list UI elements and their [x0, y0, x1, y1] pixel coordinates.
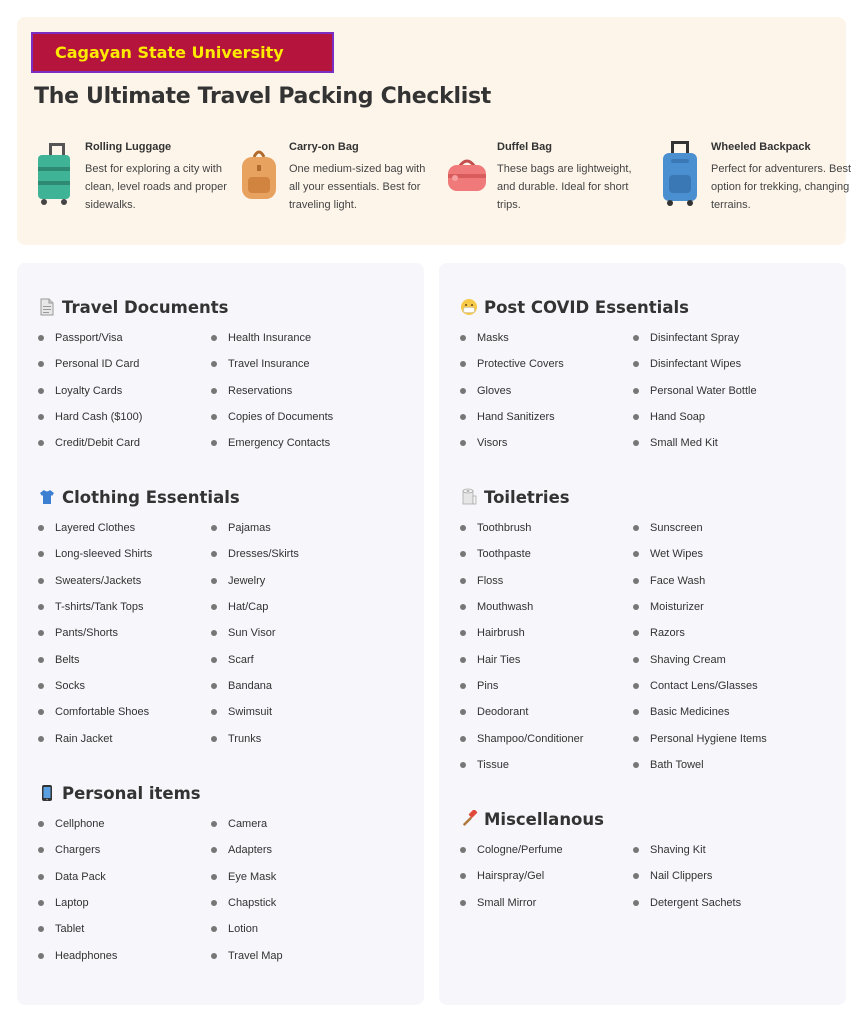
list-item: Face Wash: [633, 568, 803, 594]
section-title-text: Post COVID Essentials: [484, 297, 689, 317]
list-item: Bath Towel: [633, 752, 803, 778]
list-item: Shaving Kit: [633, 837, 803, 863]
list-item: Sweaters/Jackets: [38, 568, 208, 594]
list-item: Small Med Kit: [633, 430, 803, 456]
rolling-luggage-icon: [35, 141, 79, 207]
column-1: [38, 811, 208, 969]
bag-description: These bags are lightweight, and durable. Ideal for short trips.: [497, 163, 632, 211]
section-title: [460, 807, 830, 831]
list-item: Tissue: [460, 752, 630, 778]
list-item: Trunks: [211, 725, 381, 751]
list-item: Visors: [460, 430, 630, 456]
list-item: Laptop: [38, 890, 208, 916]
list-item: Sun Visor: [211, 620, 381, 646]
column-1: [38, 325, 208, 456]
bag-description: Best for exploring a city with clean, level roads and proper sidewalks.: [85, 163, 227, 211]
list-item: Personal ID Card: [38, 351, 208, 377]
list-item: Layered Clothes: [38, 515, 208, 541]
duffel-bag-icon: [447, 141, 491, 207]
list-item: Health Insurance: [211, 325, 381, 351]
list-item: Sunscreen: [633, 515, 803, 541]
list-item: Adapters: [211, 837, 381, 863]
list-item: Long-sleeved Shirts: [38, 541, 208, 567]
list-item: Comfortable Shoes: [38, 699, 208, 725]
list-item: Bandana: [211, 673, 381, 699]
header-card: [17, 17, 852, 245]
list-item: Hat/Cap: [211, 594, 381, 620]
section-travel-documents: [38, 295, 408, 450]
list-item: Socks: [38, 673, 208, 699]
list-item: Moisturizer: [633, 594, 803, 620]
list-item: Dresses/Skirts: [211, 541, 381, 567]
column-1: [38, 515, 208, 752]
list-item: Pants/Shorts: [38, 620, 208, 646]
list-item: Hairspray/Gel: [460, 863, 630, 889]
list-item: Hairbrush: [460, 620, 630, 646]
section-personal-items: [38, 781, 408, 962]
list-item: Cologne/Perfume: [460, 837, 630, 863]
list-item: Eye Mask: [211, 864, 381, 890]
section-title-text: Miscellanous: [484, 809, 604, 829]
bag-name: Rolling Luggage: [85, 141, 172, 153]
list-item: Pins: [460, 673, 630, 699]
column-1: [460, 837, 630, 916]
column-2: [633, 325, 803, 456]
list-item: Rain Jacket: [38, 725, 208, 751]
phone-icon: [38, 784, 56, 802]
section-title-text: Travel Documents: [62, 297, 229, 317]
section-title: [38, 781, 408, 805]
column-2: [633, 837, 803, 916]
section-title-text: Personal items: [62, 783, 201, 803]
section-covid-essentials: [460, 295, 830, 450]
list-item: Headphones: [38, 942, 208, 968]
document-icon: [38, 298, 56, 316]
list-item: Toothpaste: [460, 541, 630, 567]
list-item: Toothbrush: [460, 515, 630, 541]
list-item: Hand Soap: [633, 404, 803, 430]
section-title: [38, 485, 408, 509]
university-banner: Cagayan State University: [31, 32, 334, 73]
list-item: Razors: [633, 620, 803, 646]
list-item: Disinfectant Spray: [633, 325, 803, 351]
list-item: Camera: [211, 811, 381, 837]
list-item: Hard Cash ($100): [38, 404, 208, 430]
section-title: [460, 295, 830, 319]
page-title: The Ultimate Travel Packing Checklist: [34, 84, 491, 109]
list-item: Emergency Contacts: [211, 430, 381, 456]
column-1: [460, 515, 630, 778]
toilet-paper-icon: [460, 488, 478, 506]
section-toiletries: [460, 485, 830, 771]
list-item: Chargers: [38, 837, 208, 863]
list-item: Hair Ties: [460, 646, 630, 672]
bag-carry-on: [239, 141, 439, 241]
list-item: Travel Insurance: [211, 351, 381, 377]
list-item: Floss: [460, 568, 630, 594]
bag-wheeled-backpack: [661, 141, 861, 241]
section-clothing: [38, 485, 408, 745]
list-item: Small Mirror: [460, 890, 630, 916]
list-item: Jewelry: [211, 568, 381, 594]
list-item: Contact Lens/Glasses: [633, 673, 803, 699]
list-item: Pajamas: [211, 515, 381, 541]
list-item: Credit/Debit Card: [38, 430, 208, 456]
column-1: [460, 325, 630, 456]
column-2: [211, 325, 381, 456]
mask-face-icon: [460, 298, 478, 316]
list-item: Detergent Sachets: [633, 890, 803, 916]
bag-duffel: [447, 141, 647, 241]
list-item: Mouthwash: [460, 594, 630, 620]
column-2: [211, 811, 381, 969]
list-item: Scarf: [211, 646, 381, 672]
list-item: Tablet: [38, 916, 208, 942]
bag-description: Perfect for adventurers. Best option for trekking, changing terrains.: [711, 163, 852, 211]
list-item: Shampoo/Conditioner: [460, 725, 630, 751]
column-2: [211, 515, 381, 752]
section-miscellaneous: [460, 807, 830, 909]
list-item: Wet Wipes: [633, 541, 803, 567]
list-item: Swimsuit: [211, 699, 381, 725]
wheeled-backpack-icon: [661, 141, 705, 207]
list-item: Deodorant: [460, 699, 630, 725]
bag-rolling-luggage: [35, 141, 235, 241]
list-item: Cellphone: [38, 811, 208, 837]
list-item: Loyalty Cards: [38, 378, 208, 404]
list-item: Travel Map: [211, 942, 381, 968]
section-title: [38, 295, 408, 319]
list-item: Data Pack: [38, 864, 208, 890]
list-item: Reservations: [211, 378, 381, 404]
list-item: Gloves: [460, 378, 630, 404]
hammer-icon: [460, 810, 478, 828]
bag-name: Wheeled Backpack: [711, 141, 811, 153]
section-title-text: Toiletries: [484, 487, 570, 507]
section-title-text: Clothing Essentials: [62, 487, 240, 507]
right-panel: [439, 263, 846, 1005]
list-item: Lotion: [211, 916, 381, 942]
list-item: Personal Hygiene Items: [633, 725, 803, 751]
list-item: Belts: [38, 646, 208, 672]
section-title: [460, 485, 830, 509]
list-item: Passport/Visa: [38, 325, 208, 351]
list-item: Disinfectant Wipes: [633, 351, 803, 377]
column-2: [633, 515, 803, 778]
list-item: Nail Clippers: [633, 863, 803, 889]
list-item: Copies of Documents: [211, 404, 381, 430]
bag-name: Duffel Bag: [497, 141, 552, 153]
list-item: Protective Covers: [460, 351, 630, 377]
backpack-icon: [239, 141, 283, 207]
list-item: T-shirts/Tank Tops: [38, 594, 208, 620]
tshirt-icon: [38, 488, 56, 506]
list-item: Shaving Cream: [633, 646, 803, 672]
list-item: Chapstick: [211, 890, 381, 916]
left-panel: [17, 263, 424, 1005]
list-item: Hand Sanitizers: [460, 404, 630, 430]
list-item: Masks: [460, 325, 630, 351]
list-item: Basic Medicines: [633, 699, 803, 725]
bag-description: One medium-sized bag with all your essentials. Best for traveling light.: [289, 163, 426, 211]
list-item: Personal Water Bottle: [633, 378, 803, 404]
bag-name: Carry-on Bag: [289, 141, 359, 153]
